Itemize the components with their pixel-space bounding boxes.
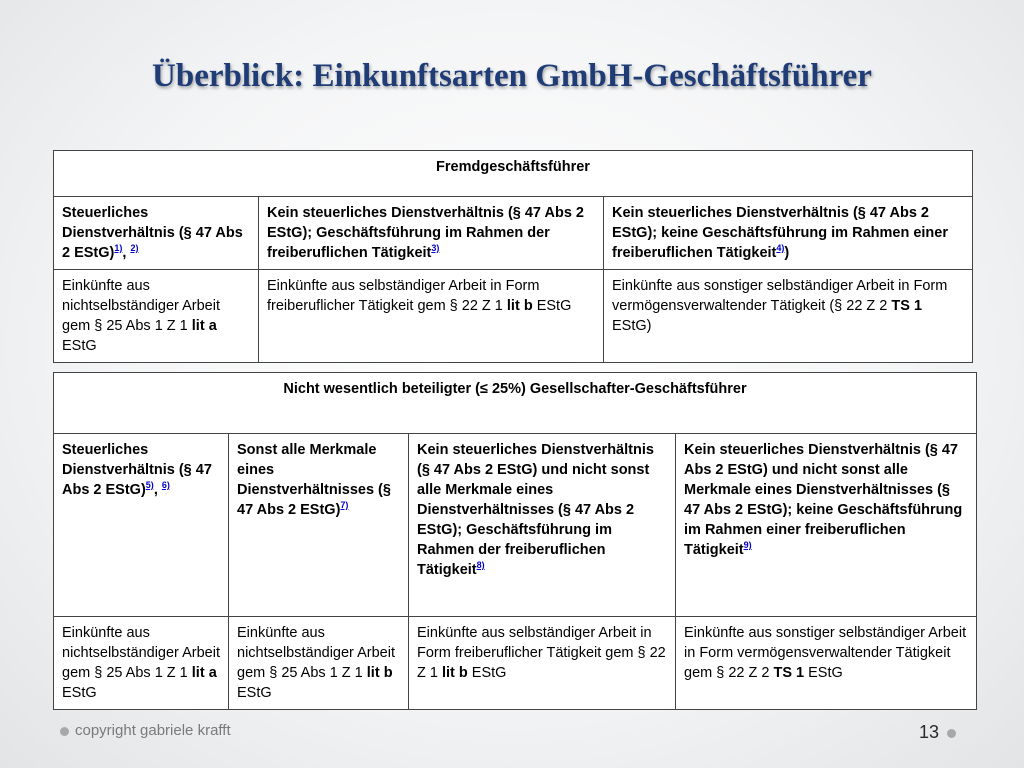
condition-cell: Steuerliches Dienstverhältnis (§ 47 Abs 2 EStG)$^{5)}$, $^{6)}$ bbox=[54, 434, 229, 617]
condition-cell: Sonst alle Merkmale eines Dienstverhältnisses (§ 47 Abs 2 EStG)$^{7)}$ bbox=[229, 434, 409, 617]
income-type-row bbox=[54, 617, 977, 710]
table-header: Fremdgeschäftsführer bbox=[54, 151, 973, 197]
condition-cell: Steuerliches Dienstverhältnis (§ 47 Abs 2 EStG)$^{1)}$, $^{2)}$ bbox=[54, 197, 259, 270]
income-type-row bbox=[54, 270, 973, 363]
fremdgeschaeftsfuehrer-table bbox=[53, 150, 973, 363]
bullet-icon bbox=[60, 727, 69, 736]
condition-row bbox=[54, 434, 977, 617]
footnote-link[interactable]: 8) bbox=[476, 560, 485, 571]
footer-copyright bbox=[60, 722, 231, 739]
income-type-cell: Einkünfte aus selbständiger Arbeit in Form freiberuflicher Tätigkeit gem § 22 Z 1 lit b EStG bbox=[409, 617, 676, 710]
income-type-cell: Einkünfte aus selbständiger Arbeit in Form freiberuflicher Tätigkeit gem § 22 Z 1 lit b EStG bbox=[259, 270, 604, 363]
income-type-cell: Einkünfte aus nichtselbständiger Arbeit gem § 25 Abs 1 Z 1 lit a EStG bbox=[54, 270, 259, 363]
footnote-link[interactable]: 3) bbox=[431, 243, 440, 254]
footnote-link[interactable]: 5) bbox=[145, 480, 154, 491]
table-header: Nicht wesentlich beteiligter (≤ 25%) Gesellschafter-Geschäftsführer bbox=[54, 373, 977, 434]
gesellschafter-geschaeftsfuehrer-table bbox=[53, 372, 977, 710]
condition-cell: Kein steuerliches Dienstverhältnis (§ 47 Abs 2 EStG) und nicht sonst alle Merkmale eines Dienstverhältnisses (§ 47 Abs 2 EStG); Geschäftsführung im Rahmen der freiberuflichen Tätigkeit$^{8)}$ bbox=[409, 434, 676, 617]
income-type-cell: Einkünfte aus nichtselbständiger Arbeit gem § 25 Abs 1 Z 1 lit a EStG bbox=[54, 617, 229, 710]
condition-cell: Kein steuerliches Dienstverhältnis (§ 47 Abs 2 EStG) und nicht sonst alle Merkmale eines Dienstverhältnisses (§ 47 Abs 2 EStG); keine Geschäftsführung im Rahmen einer freiberuflichen Tätigkeit$^{9)}$ bbox=[676, 434, 977, 617]
bullet-icon bbox=[947, 729, 956, 738]
condition-cell: Kein steuerliches Dienstverhältnis (§ 47 Abs 2 EStG); Geschäftsführung im Rahmen der freiberuflichen Tätigkeit$^{3)}$ bbox=[259, 197, 604, 270]
income-type-cell: Einkünfte aus nichtselbständiger Arbeit gem § 25 Abs 1 Z 1 lit b EStG bbox=[229, 617, 409, 710]
footnote-link[interactable]: 2) bbox=[130, 243, 139, 254]
table-header-row bbox=[54, 151, 973, 197]
footnote-link[interactable]: 9) bbox=[743, 540, 752, 551]
footnote-link[interactable]: 6) bbox=[161, 480, 170, 491]
condition-row bbox=[54, 197, 973, 270]
income-type-cell: Einkünfte aus sonstiger selbständiger Arbeit in Form vermögensverwaltender Tätigkeit (§ 22 Z 2 TS 1 EStG) bbox=[604, 270, 973, 363]
income-type-cell: Einkünfte aus sonstiger selbständiger Arbeit in Form vermögensverwaltender Tätigkeit gem § 22 Z 2 TS 1 EStG bbox=[676, 617, 977, 710]
footnote-link[interactable]: 4) bbox=[776, 243, 785, 254]
footnote-link[interactable]: 1) bbox=[114, 243, 123, 254]
condition-cell: Kein steuerliches Dienstverhältnis (§ 47 Abs 2 EStG); keine Geschäftsführung im Rahmen einer freiberuflichen Tätigkeit$^{4)}$) bbox=[604, 197, 973, 270]
footnote-link[interactable]: 7) bbox=[340, 500, 349, 511]
slide-title: Überblick: Einkunftsarten GmbH-Geschäftsführer bbox=[152, 58, 872, 94]
page-number: 13 bbox=[919, 722, 940, 742]
table-header-row bbox=[54, 373, 977, 434]
copyright-text: copyright gabriele krafft bbox=[75, 722, 231, 739]
